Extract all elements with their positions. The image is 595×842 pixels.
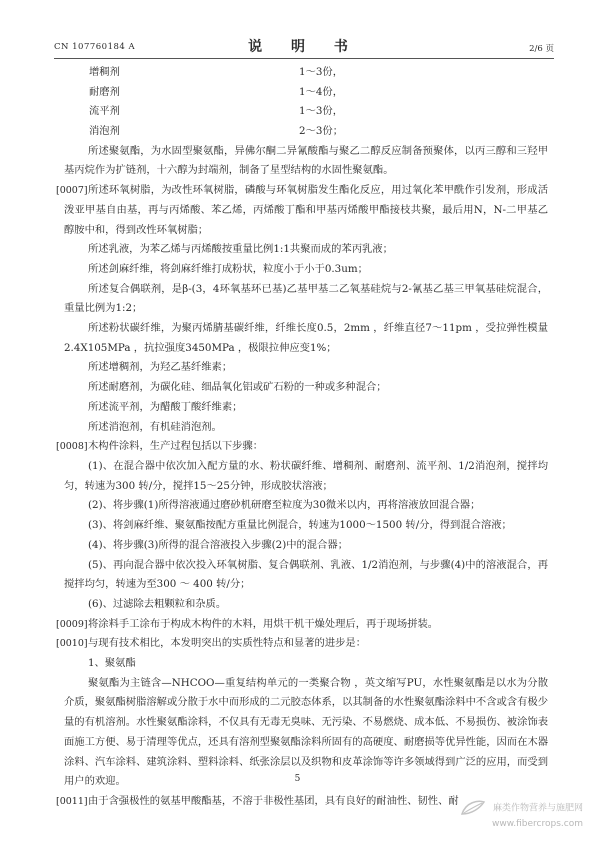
- paragraph-text: 所述增稠剂，为羟乙基纤维素；: [88, 361, 233, 374]
- paragraph-text: 由于含强极性的氨基甲酸酯基，不溶于非极性基团，具有良好的耐油性、韧性、耐: [88, 794, 459, 807]
- paragraph-text: 所述消泡剂，有机硅消泡剂。: [88, 420, 222, 433]
- paragraph-text: (2)、将步骤(1)所得溶液通过磨砂机研磨至粒度为30微米以内，再将溶液放回混合器；: [88, 499, 481, 512]
- component-name: 增稠剂: [89, 66, 120, 78]
- paragraph-text: 所述环氧树脂，为改性环氧树脂，磷酸与环氧树脂发生酯化反应，用过氧化苯甲酰作引发剂，形成活泼亚甲基自由基，再与丙烯酸、苯乙烯，丙烯酸丁酯和甲基丙烯酸甲酯接枝共聚，最后用N，N-二甲基乙醇胺中和，得到改性环氧树脂；: [64, 184, 548, 236]
- paragraph-number: [0009]: [56, 618, 88, 630]
- document-title: 说 明 书: [248, 39, 360, 55]
- component-name: 消泡剂: [89, 125, 120, 138]
- paragraph: [64, 556, 548, 595]
- paragraph-text: 所述流平剂，为醋酸丁酸纤维素；: [88, 400, 243, 413]
- paragraph-text: 将涂料手工涂布于构成木构件的木料，用烘干机干燥处理后，再于现场拼装。: [88, 617, 439, 630]
- paragraph: [64, 260, 548, 280]
- watermark-line2: www.fibercrops.com: [492, 819, 583, 829]
- page-number: 5: [294, 774, 301, 784]
- paragraph: [64, 595, 548, 615]
- paragraph-text: 与现有技术相比，本发明突出的实质性特点和显著的进步是：: [88, 637, 367, 650]
- publication-number: CN 107760184 A: [54, 42, 136, 52]
- paragraph: [64, 457, 548, 496]
- paragraph-text: 聚氨酯为主链含—NHCOO—重复结构单元的一类聚合物 ，英文缩写PU，水性聚氨酯是以水为分散介质，聚氨酯树脂溶解或分散于水中而形成的二元胶态体系，以其制备的水性聚氨酯涂料中不含或含有极少量的有机溶剂。水性聚氨酯涂料，不仅具有无毒无臭味、无污染、不易燃烧、成本低、不易损伤、被涂饰表面施工方便、易于清理等优点，还具有溶剂型聚氨酯涂料所固有的高硬度、耐磨损等优异性能，因而在木器涂料、汽车涂料、建筑涂料、塑料涂料、纸张涂层以及织物和皮革涂饰等许多领域得到广泛的应用，而受到用户的欢迎。: [64, 676, 548, 788]
- component-row: [64, 63, 548, 83]
- component-row: [64, 83, 548, 103]
- component-amount: 1～3份，: [299, 66, 343, 78]
- watermark-line1: 麻类作物营养与施肥网: [492, 803, 583, 814]
- component-amount: 1～4份，: [299, 85, 343, 98]
- paragraph: [64, 654, 548, 674]
- paragraph: [64, 319, 548, 358]
- paragraph: [64, 358, 548, 378]
- paragraph-text: 所述耐磨剂，为碳化硅、细晶氧化铝或矿石粉的一种或多种混合；: [88, 381, 387, 394]
- paragraph-text: 所述聚氨酯，为水固型聚氨酯，异佛尔酮二异氰酸酯与聚乙二醇反应制备预聚体，以丙三醇和三羟甲基丙烷作为扩链剂，十六醇为封端剂，制备了星型结构的水固性聚氨酯。: [64, 144, 548, 177]
- paragraph-text: 所述复合偶联剂，是β-(3，4环氧基环已基)乙基甲基二乙氧基硅烷与2-氰基乙基三甲氧基硅烷混合，重量比例为1:2；: [64, 282, 548, 315]
- paragraph-text: (4)、将步骤(3)所得的混合溶液投入步骤(2)中的混合器；: [88, 538, 348, 551]
- numbered-paragraph: [56, 615, 548, 635]
- paragraph-text: (1)、在混合器中依次加入配方量的水、粉状碳纤维、增稠剂、耐磨剂、流平剂、1/2消泡剂，搅拌均匀，转速为300 转/分，搅拌15～25分钟，形成胶状溶液；: [64, 460, 548, 492]
- component-amount: 1～3份，: [299, 105, 343, 118]
- paragraph: [64, 496, 548, 516]
- paragraph: [64, 536, 548, 556]
- paragraph-text: 所述乳液，为苯乙烯与丙烯酸按重量比例1:1共聚而成的苯丙乳液；: [88, 243, 393, 256]
- numbered-paragraph: [56, 437, 548, 457]
- paragraph-text: (5)、再向混合器中依次投入环氧树脂、复合偶联剂、乳液、1/2消泡剂，与步骤(4)中的溶液混合，再搅拌均匀，转速为至300 ～ 400 转/分；: [64, 558, 548, 591]
- component-list: [64, 63, 548, 142]
- paragraph: [64, 398, 548, 418]
- paragraph: [64, 378, 548, 398]
- paragraph-list: [56, 142, 548, 812]
- paragraph: [64, 418, 548, 438]
- header-rule: [54, 58, 554, 59]
- paragraph: [64, 516, 548, 536]
- paragraph: [64, 280, 548, 319]
- watermark: [460, 798, 583, 830]
- document-body: [56, 63, 548, 812]
- paragraph-text: 1、聚氨酯: [88, 657, 136, 670]
- component-name: 耐磨剂: [89, 85, 120, 98]
- paragraph-text: (6)、过滤除去粗颗粒和杂质。: [88, 597, 227, 610]
- paragraph-number: [0007]: [56, 185, 88, 197]
- page-header: [54, 38, 554, 56]
- component-row: [64, 102, 548, 122]
- numbered-paragraph: [56, 181, 548, 240]
- paragraph: [64, 240, 548, 260]
- paragraph-number: [0008]: [56, 441, 88, 453]
- paragraph: [64, 142, 548, 181]
- numbered-paragraph: [56, 634, 548, 654]
- paragraph-number: [0011]: [56, 795, 88, 807]
- paragraph-text: 所述剑麻纤维，将剑麻纤维打成粉状，粒度小于小于0.3um；: [88, 262, 368, 275]
- page-indicator: 2/6 页: [529, 44, 554, 54]
- paragraph-number: [0010]: [56, 638, 88, 650]
- component-name: 流平剂: [89, 105, 120, 118]
- paragraph-text: (3)、将剑麻纤维、聚氨酯按配方重量比例混合，转速为1000～1500 转/分，得到混合溶液；: [88, 519, 512, 532]
- component-amount: 2～3份；: [299, 125, 343, 138]
- component-row: [64, 122, 548, 142]
- leaf-logo-icon: [460, 798, 486, 818]
- paragraph-text: 所述粉状碳纤维，为聚丙烯腈基碳纤维，纤维长度0.5，2mm ，纤维直径7～11pm ，受拉弹性模量2.4X105MPa ，抗拉强度3450MPa ，极限拉伸应变1%；: [64, 322, 548, 354]
- paragraph-text: 木构件涂料，生产过程包括以下步骤：: [88, 440, 264, 453]
